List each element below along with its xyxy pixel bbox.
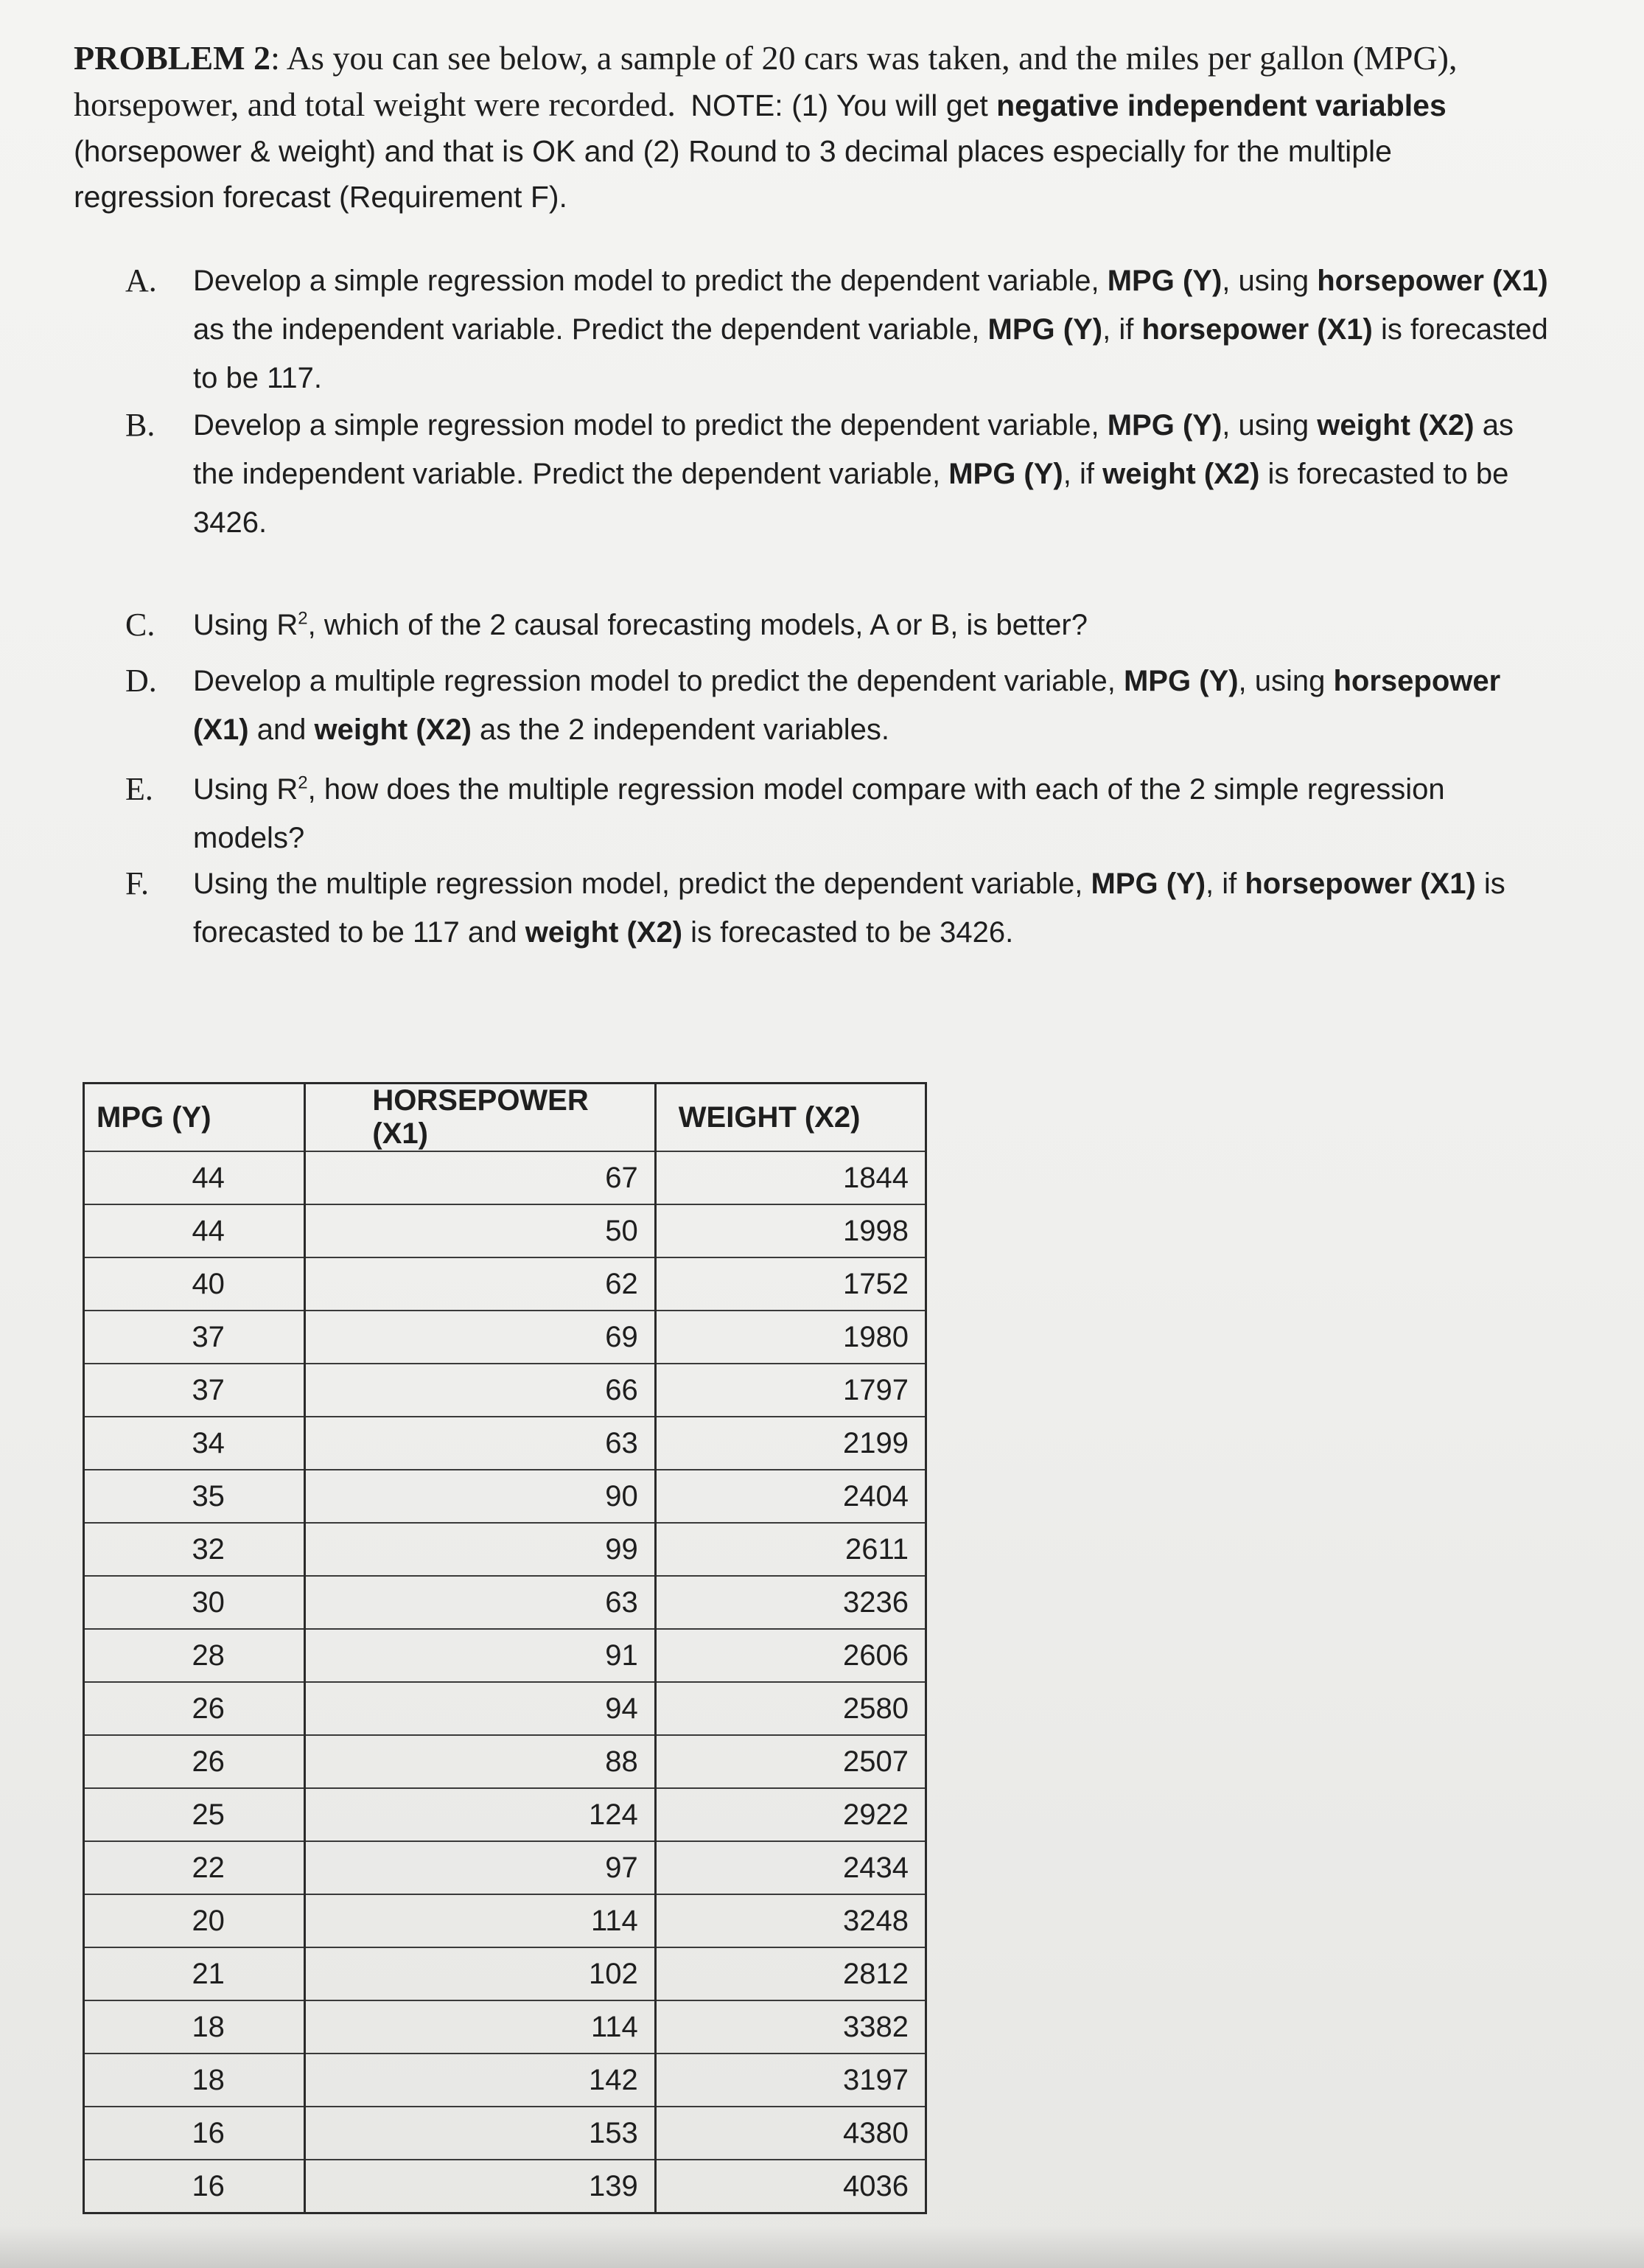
table-row [84, 1894, 926, 1947]
cell-weight: 1752 [655, 1257, 926, 1311]
requirement-text [193, 601, 1562, 649]
cell-weight: 4036 [655, 2160, 926, 2213]
cell-mpg: 18 [84, 2000, 305, 2054]
cell-weight: 2199 [655, 1417, 926, 1470]
bold-term: MPG (Y) [987, 313, 1103, 346]
cell-mpg: 35 [84, 1470, 305, 1523]
requirement-e [125, 765, 1562, 862]
header-weight: WEIGHT (X2) [655, 1084, 926, 1152]
cell-weight: 1980 [655, 1311, 926, 1364]
cell-mpg: 30 [84, 1576, 305, 1629]
table-row [84, 1682, 926, 1735]
problem-intro-text: : As you can see below, a sample of 20 cars was taken, and the miles per gallon (MPG), horsepower, and total weight were recorded. [74, 39, 1458, 123]
cell-horsepower: 69 [305, 1311, 655, 1364]
table-row [84, 1364, 926, 1417]
requirement-text [193, 657, 1562, 754]
note-prefix: NOTE: (1) You will get [690, 88, 997, 122]
cell-weight: 1844 [655, 1151, 926, 1204]
cell-weight: 2606 [655, 1629, 926, 1682]
cell-horsepower: 142 [305, 2054, 655, 2107]
bold-term: MPG (Y) [1107, 265, 1222, 297]
text-segment: Develop a simple regression model to predict the dependent variable, [193, 409, 1108, 442]
requirement-text [193, 859, 1562, 957]
requirement-letter: B. [125, 407, 155, 443]
cell-mpg: 28 [84, 1629, 305, 1682]
cell-mpg: 21 [84, 1947, 305, 2000]
bold-term: horsepower (X1) [1245, 868, 1476, 900]
table-row [84, 1841, 926, 1894]
cell-horsepower: 67 [305, 1151, 655, 1204]
table-row [84, 1735, 926, 1788]
requirement-letter: A. [125, 262, 157, 299]
text-segment: Using R [193, 609, 298, 641]
cell-weight: 4380 [655, 2107, 926, 2160]
text-segment: as the independent variable. Predict the dependent variable, [193, 409, 1514, 490]
text-segment: Develop a simple regression model to predict the dependent variable, [193, 265, 1108, 297]
header-mpg: MPG (Y) [84, 1084, 305, 1152]
car-data-table [83, 1082, 927, 2214]
requirement-letter: F. [125, 865, 149, 901]
table-row [84, 1204, 926, 1257]
cell-horsepower: 102 [305, 1947, 655, 2000]
text-segment: , if [1206, 868, 1245, 900]
cell-horsepower: 124 [305, 1788, 655, 1841]
cell-weight: 1998 [655, 1204, 926, 1257]
cell-weight: 3248 [655, 1894, 926, 1947]
bold-term: weight (X2) [525, 916, 683, 949]
text-segment: is forecasted to be 3426. [682, 916, 1014, 949]
cell-mpg: 16 [84, 2160, 305, 2213]
cell-horsepower: 99 [305, 1523, 655, 1576]
note-bold: negative independent variables [996, 88, 1447, 122]
table-row [84, 1576, 926, 1629]
text-segment: as the 2 independent variables. [471, 713, 889, 746]
cell-weight: 3236 [655, 1576, 926, 1629]
cell-mpg: 18 [84, 2054, 305, 2107]
superscript: 2 [298, 772, 308, 793]
cell-weight: 2580 [655, 1682, 926, 1735]
text-segment: and [248, 713, 315, 746]
cell-mpg: 37 [84, 1364, 305, 1417]
cell-horsepower: 63 [305, 1576, 655, 1629]
text-segment: Develop a multiple regression model to predict the dependent variable, [193, 665, 1124, 697]
bold-term: weight (X2) [314, 713, 472, 746]
text-segment: , how does the multiple regression model compare with each of the 2 simple regression models? [193, 773, 1445, 854]
requirement-a [125, 257, 1562, 402]
requirement-f [125, 859, 1562, 957]
cell-weight: 3382 [655, 2000, 926, 2054]
cell-horsepower: 97 [305, 1841, 655, 1894]
text-segment: , using [1238, 665, 1334, 697]
requirement-letter: D. [125, 663, 157, 699]
cell-mpg: 26 [84, 1682, 305, 1735]
requirement-d [125, 657, 1562, 754]
text-segment: Using R [193, 773, 298, 806]
table-row [84, 1629, 926, 1682]
text-segment: Using the multiple regression model, predict the dependent variable, [193, 868, 1091, 900]
cell-mpg: 22 [84, 1841, 305, 1894]
problem-intro [74, 35, 1518, 220]
table-row [84, 1523, 926, 1576]
bold-term: horsepower (X1) [1317, 265, 1548, 297]
table-body [84, 1151, 926, 2213]
cell-weight: 3197 [655, 2054, 926, 2107]
cell-horsepower: 63 [305, 1417, 655, 1470]
bold-term: horsepower (X1) [193, 665, 1501, 746]
cell-horsepower: 139 [305, 2160, 655, 2213]
cell-weight: 2922 [655, 1788, 926, 1841]
bold-term: weight (X2) [1102, 458, 1260, 490]
cell-horsepower: 153 [305, 2107, 655, 2160]
cell-weight: 2434 [655, 1841, 926, 1894]
table-row [84, 2160, 926, 2213]
text-segment: is forecasted to be 117. [193, 313, 1548, 394]
cell-horsepower: 90 [305, 1470, 655, 1523]
table-row [84, 2107, 926, 2160]
table-row [84, 1311, 926, 1364]
cell-horsepower: 114 [305, 1894, 655, 1947]
cell-horsepower: 94 [305, 1682, 655, 1735]
cell-mpg: 44 [84, 1151, 305, 1204]
header-horsepower: HORSEPOWER (X1) [305, 1084, 655, 1152]
cell-mpg: 32 [84, 1523, 305, 1576]
requirement-text [193, 765, 1562, 862]
text-segment: as the independent variable. Predict the dependent variable, [193, 313, 988, 346]
cell-mpg: 25 [84, 1788, 305, 1841]
bold-term: horsepower (X1) [1141, 313, 1373, 346]
bold-term: weight (X2) [1317, 409, 1475, 442]
text-segment: , if [1063, 458, 1103, 490]
cell-mpg: 37 [84, 1311, 305, 1364]
requirement-text [193, 257, 1562, 402]
bold-term: MPG (Y) [1123, 665, 1239, 697]
table-row [84, 1257, 926, 1311]
table-row [84, 2000, 926, 2054]
note-suffix: (horsepower & weight) and that is OK and (2) Round to 3 decimal places especially for the multiple regression forecast (Requirement F). [74, 134, 1392, 214]
superscript: 2 [298, 608, 308, 629]
requirement-b [125, 401, 1562, 547]
cell-horsepower: 88 [305, 1735, 655, 1788]
cell-mpg: 44 [84, 1204, 305, 1257]
cell-weight: 2404 [655, 1470, 926, 1523]
requirement-letter: C. [125, 607, 155, 643]
text-segment: , which of the 2 causal forecasting models, A or B, is better? [307, 609, 1088, 641]
requirement-c [125, 601, 1562, 649]
cell-weight: 2812 [655, 1947, 926, 2000]
table-row [84, 1788, 926, 1841]
text-segment: is forecasted to be 3426. [193, 458, 1509, 539]
page-shadow [0, 2226, 1644, 2268]
cell-horsepower: 66 [305, 1364, 655, 1417]
text-segment: , using [1222, 265, 1318, 297]
cell-horsepower: 50 [305, 1204, 655, 1257]
requirement-letter: E. [125, 771, 153, 807]
cell-mpg: 26 [84, 1735, 305, 1788]
text-segment: is forecasted to be 117 and [193, 868, 1505, 949]
text-segment: , using [1222, 409, 1318, 442]
cell-mpg: 20 [84, 1894, 305, 1947]
bold-term: MPG (Y) [1091, 868, 1206, 900]
requirement-text [193, 401, 1562, 547]
cell-mpg: 16 [84, 2107, 305, 2160]
cell-mpg: 34 [84, 1417, 305, 1470]
table-header-row [84, 1084, 926, 1152]
table-row [84, 1947, 926, 2000]
cell-weight: 2507 [655, 1735, 926, 1788]
table-row [84, 2054, 926, 2107]
cell-weight: 1797 [655, 1364, 926, 1417]
bold-term: MPG (Y) [948, 458, 1063, 490]
cell-horsepower: 114 [305, 2000, 655, 2054]
cell-horsepower: 62 [305, 1257, 655, 1311]
problem-label: PROBLEM 2 [74, 39, 271, 77]
bold-term: MPG (Y) [1107, 409, 1222, 442]
table-row [84, 1151, 926, 1204]
cell-horsepower: 91 [305, 1629, 655, 1682]
text-segment: , if [1102, 313, 1142, 346]
cell-weight: 2611 [655, 1523, 926, 1576]
table-row [84, 1417, 926, 1470]
table-row [84, 1470, 926, 1523]
cell-mpg: 40 [84, 1257, 305, 1311]
